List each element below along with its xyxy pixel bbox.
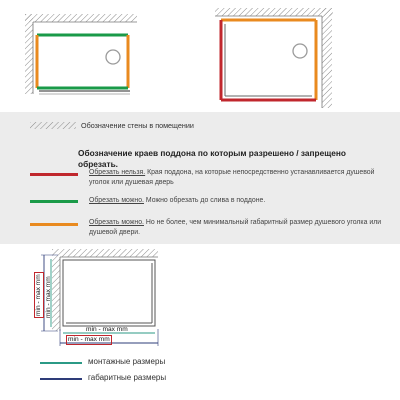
horizontal-dim-label-inner: min - max mm	[86, 326, 128, 333]
legend-term-orange: Обрезать можно.	[89, 219, 144, 226]
legend-line-green	[30, 200, 78, 203]
legend-desc-orange: Но не более, чем минимальный габаритный размер душевого уголка или душевой двери.	[89, 219, 382, 236]
wall-hatch-top-right	[215, 8, 333, 16]
wall-hatch-left	[52, 249, 60, 331]
mounting-dim-sample	[40, 362, 82, 364]
legend-row-red	[89, 168, 389, 187]
enclosure-outline	[63, 260, 155, 326]
legend-term-green: Обрезать можно.	[89, 197, 144, 204]
wall-hatch-right	[322, 8, 332, 108]
tray-diagram-corner	[0, 0, 400, 112]
overall-dim-label: габаритные размеры	[88, 373, 167, 382]
wall-legend-swatch	[30, 122, 76, 130]
legend-term-red: Обрезать нельзя.	[89, 169, 146, 176]
drain-icon	[293, 44, 307, 58]
vertical-dim-label-outer: min - max mm	[35, 274, 42, 316]
dimension-diagram	[0, 245, 400, 355]
horizontal-dim-label-outer: min - max mm	[68, 336, 110, 343]
legend-line-red	[30, 173, 78, 176]
legend-desc-red: Края поддона, на которые непосредственно устанавливается душевой уголок или душевая дверь	[89, 169, 375, 186]
wall-hatch-top	[60, 249, 158, 257]
legend-heading: Обозначение краев поддона по которым разрешено / запрещено обрезать.	[78, 148, 346, 169]
overall-dim-sample	[40, 378, 82, 380]
vertical-dim-label-inner: min - max mm	[45, 276, 52, 318]
wall-legend-label: Обозначение стены в помещении	[81, 121, 194, 130]
legend-desc-green: Можно обрезать до слива в поддоне.	[143, 197, 266, 204]
legend-row-orange	[89, 218, 389, 237]
legend-line-orange	[30, 223, 78, 226]
legend-row-green	[89, 196, 389, 206]
mounting-dim-label: монтажные размеры	[88, 357, 166, 366]
